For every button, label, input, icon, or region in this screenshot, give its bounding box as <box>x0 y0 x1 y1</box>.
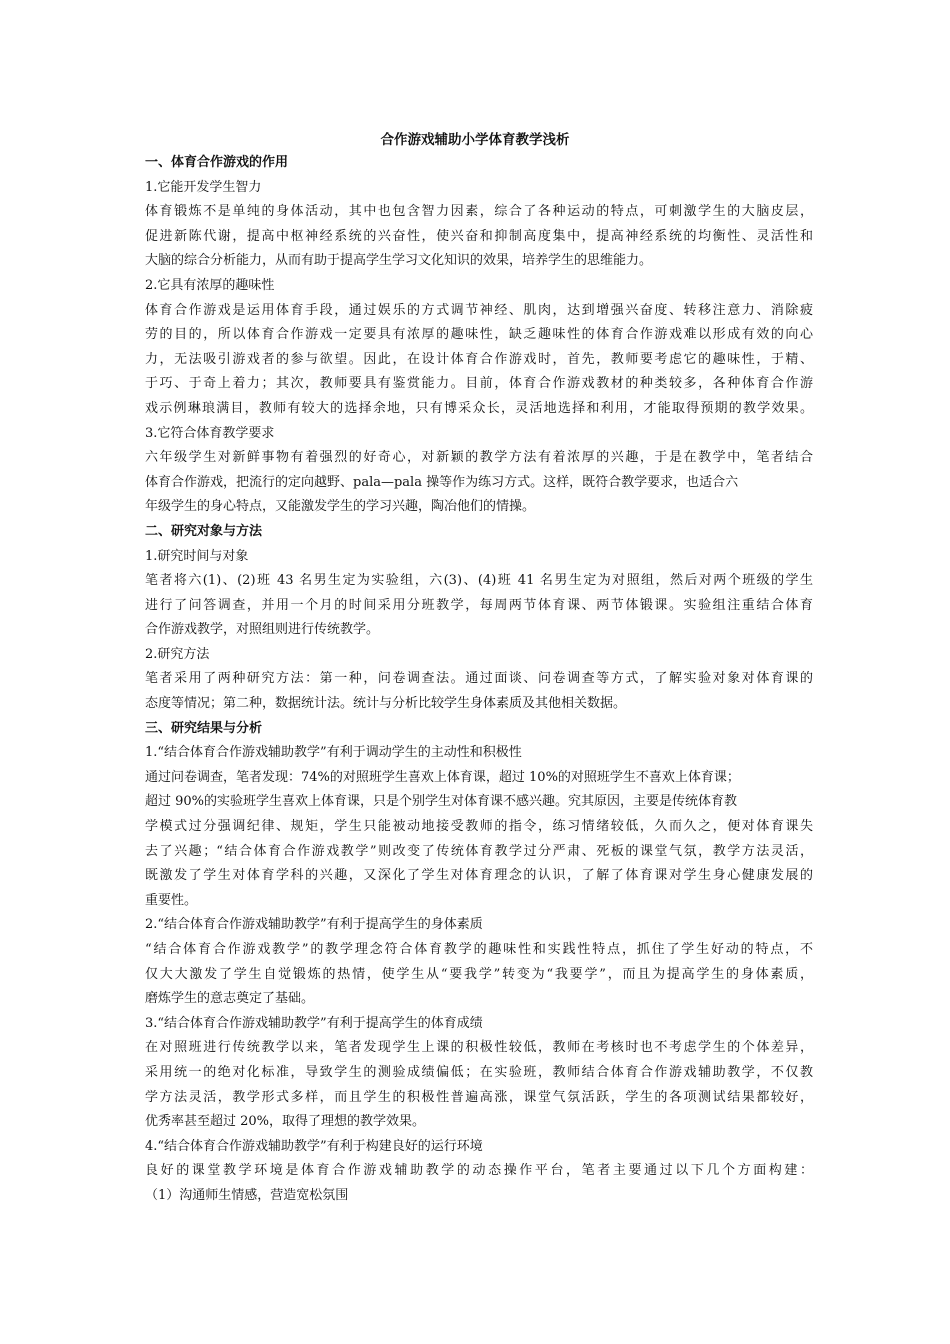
paragraph-line: 促进新陈代谢，提高中枢神经系统的兴奋性，使兴奋和抑制高度集中，提高神经系统的均衡性、灵活性和 <box>145 228 813 244</box>
paragraph-line: 仅大大激发了学生自觉锻炼的热情，使学生从“要我学”转变为“我要学”，而且为提高学生的身体素质， <box>145 966 813 982</box>
paragraph-line: 大脑的综合分析能力，从而有助于提高学生学习文化知识的效果，培养学生的思维能力。 <box>145 253 653 269</box>
subsection-heading: 1.“结合体育合作游戏辅助教学”有利于调动学生的主动性和积极性 <box>145 745 522 761</box>
paragraph-line: 良好的课堂教学环境是体育合作游戏辅助教学的动态操作平台，笔者主要通过以下几个方面构建： <box>145 1163 813 1179</box>
subsection-heading: 3.它符合体育教学要求 <box>145 425 275 441</box>
paragraph-line: 通过问卷调查，笔者发现：74%的对照班学生喜欢上体育课，超过 10%的对照班学生不喜欢上体育课； <box>145 769 740 785</box>
subsection-heading: 1.它能开发学生智力 <box>145 179 262 195</box>
paragraph-line: 合作游戏教学，对照组则进行传统教学。 <box>145 622 380 638</box>
paragraph-line: 于巧、于奇上着力；其次，教师要具有鉴赏能力。目前，体育合作游戏教材的种类较多，各种体育合作游 <box>145 376 813 392</box>
paragraph-line: 戏示例琳琅满目，教师有较大的选择余地，只有博采众长，灵活地选择和利用，才能取得预期的教学效果。 <box>145 400 813 416</box>
paragraph-line: “结合体育合作游戏教学”的教学理念符合体育教学的趣味性和实践性特点，抓住了学生好动的特点，不 <box>145 942 813 957</box>
paragraph-line: 超过 90%的实验班学生喜欢上体育课，只是个别学生对体育课不感兴趣。究其原因，主要是传统体育教 <box>145 794 738 810</box>
section-heading: 一、体育合作游戏的作用 <box>145 155 289 170</box>
subsection-heading: 2.“结合体育合作游戏辅助教学”有利于提高学生的身体素质 <box>145 917 483 933</box>
paragraph-line: 优秀率甚至超过 20%，取得了理想的教学效果。 <box>145 1114 426 1130</box>
document-title: 合作游戏辅助小学体育教学浅析 <box>380 132 570 148</box>
section-heading: 二、研究对象与方法 <box>145 523 263 539</box>
subsection-heading: 4.“结合体育合作游戏辅助教学”有利于构建良好的运行环境 <box>145 1138 483 1154</box>
subsection-heading: 2.它具有浓厚的趣味性 <box>145 277 275 293</box>
paragraph-line: 去了兴趣；“结合体育合作游戏教学”则改变了传统体育教学过分严肃、死板的课堂气氛，教学方法灵活， <box>145 843 813 859</box>
section-heading: 三、研究结果与分析 <box>145 720 263 736</box>
paragraph-line: 态度等情况；第二种，数据统计法。统计与分析比较学生身体素质及其他相关数据。 <box>145 696 627 712</box>
paragraph-line: 笔者采用了两种研究方法：第一种，问卷调查法。通过面谈、问卷调查等方式，了解实验对象对体育课的 <box>145 671 813 687</box>
subsection-heading: 2.研究方法 <box>145 646 210 662</box>
paragraph-line: 体育合作游戏是运用体育手段，通过娱乐的方式调节神经、肌肉，达到增强兴奋度、转移注意力、消除疲 <box>145 302 813 318</box>
paragraph-line: 六年级学生对新鲜事物有着强烈的好奇心，对新颖的教学方法有着浓厚的兴趣，于是在教学中，笔者结合 <box>145 450 813 466</box>
paragraph-line: 重要性。 <box>145 892 198 908</box>
paragraph-line: 学模式过分强调纪律、规矩，学生只能被动地接受教师的指令，练习情绪较低，久而久之，便对体育课失 <box>145 819 813 835</box>
paragraph-line: 在对照班进行传统教学以来，笔者发现学生上课的积极性较低，教师在考核时也不考虑学生的个体差异， <box>145 1040 813 1056</box>
document-body <box>145 151 813 1209</box>
subsection-heading: 3.“结合体育合作游戏辅助教学”有利于提高学生的体育成绩 <box>145 1015 483 1031</box>
paragraph-line: 学方法灵活，教学形式多样，而且学生的积极性普遍高涨，课堂气氛活跃，学生的各项测试结果都较好， <box>145 1089 813 1105</box>
paragraph-line: 采用统一的绝对化标准，导致学生的测验成绩偏低；在实验班，教师结合体育合作游戏辅助教学，不仅教 <box>145 1064 813 1080</box>
subsection-heading: （1）沟通师生情感，营造宽松氛围 <box>145 1187 349 1203</box>
paragraph-line: 力，无法吸引游戏者的参与欲望。因此，在设计体育合作游戏时，首先，教师要考虑它的趣味性，于精、 <box>145 351 813 367</box>
paragraph-line: 体育锻炼不是单纯的身体活动，其中也包含智力因素，综合了各种运动的特点，可刺激学生的大脑皮层， <box>145 204 813 220</box>
paragraph-line: 进行了问答调查，并用一个月的时间采用分班教学，每周两节体育课、两节体锻课。实验组注重结合体育 <box>145 597 813 613</box>
paragraph-line: 劳的目的，所以体育合作游戏一定要具有浓厚的趣味性，缺乏趣味性的体育合作游戏难以形成有效的向心 <box>145 327 813 343</box>
subsection-heading: 1.研究时间与对象 <box>145 548 249 564</box>
paragraph-line: 磨炼学生的意志奠定了基础。 <box>145 991 315 1007</box>
paragraph-line: 既激发了学生对体育学科的兴趣，又深化了学生对体育理念的认识，了解了体育课对学生身心健康发展的 <box>145 868 813 884</box>
paragraph-line: 年级学生的身心特点，又能激发学生的学习兴趣，陶冶他们的情操。 <box>145 499 536 515</box>
paragraph-line: 笔者将六(1)、(2)班 43 名男生定为实验组，六(3)、(4)班 41 名男生定为对照组，然后对两个班级的学生 <box>145 573 813 589</box>
paragraph-line: 体育合作游戏，把流行的定向越野、pala—pala 操等作为练习方式。这样，既符合教学要求，也适合六 <box>145 474 739 490</box>
